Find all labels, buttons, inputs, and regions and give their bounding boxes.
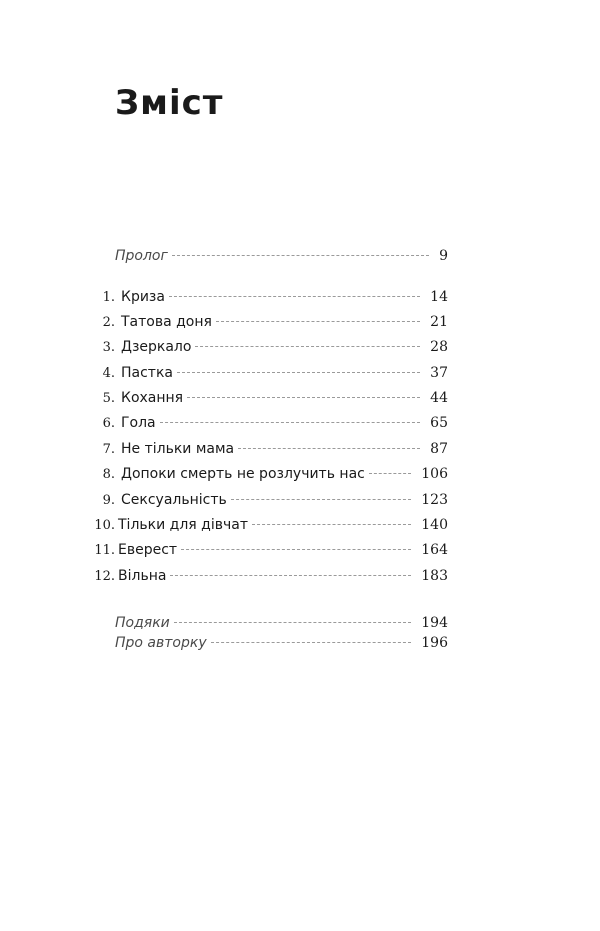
toc-label: Вільна [118,568,167,584]
toc-number: 8. [102,467,115,482]
dot-leader [195,346,420,347]
toc-page-number: 164 [421,542,448,558]
toc-page-number: 140 [421,517,448,533]
dot-leader [211,642,412,643]
toc-entry[interactable] [86,438,448,460]
toc-page-number: 44 [430,390,448,406]
toc-entry[interactable] [86,286,448,308]
toc-entry[interactable] [86,539,448,561]
toc-label: Еверест [118,542,178,558]
toc-entry[interactable] [86,463,448,485]
toc-page-number: 28 [430,339,448,355]
toc-entry[interactable] [86,336,448,358]
toc-number: 6. [102,416,115,431]
toc-label: Подяки [115,615,170,631]
toc-page-number: 65 [430,415,448,431]
dot-leader [160,422,421,423]
toc-number: 9. [102,493,115,508]
toc-page-number: 183 [421,568,448,584]
toc-entry[interactable] [86,311,448,333]
toc-entry-prologue[interactable] [86,245,448,267]
dot-leader [187,397,420,398]
toc-label: Не тільки мама [121,441,235,457]
dot-leader [181,549,411,550]
toc-number: 10. [94,518,115,533]
toc-label: Криза [121,289,165,305]
dot-leader [216,321,420,322]
toc-label: Тільки для дівчат [118,517,248,533]
toc-number: 11. [94,543,115,558]
toc-page-number: 14 [430,289,448,305]
toc-label: Дзеркало [121,339,192,355]
toc-label: Пролог [115,248,168,264]
toc-page-number: 37 [430,365,448,381]
toc-page-number: 87 [430,441,448,457]
toc-page-number: 9 [439,248,448,264]
dot-leader [231,499,412,500]
toc-number: 5. [102,391,115,406]
dot-leader [369,473,411,474]
toc-entry[interactable] [86,565,448,587]
toc-entry[interactable] [86,514,448,536]
toc-page-number: 123 [421,492,448,508]
toc-entry[interactable] [86,412,448,434]
toc-number: 1. [102,290,115,305]
toc-label: Допоки смерть не розлучить нас [121,466,365,482]
toc-page-number: 21 [430,314,448,330]
toc-entry[interactable] [86,362,448,384]
dot-leader [174,622,412,623]
toc-label: Пастка [121,365,173,381]
toc-page-number: 194 [421,615,448,631]
toc-number: 4. [102,366,115,381]
toc-label: Гола [121,415,156,431]
toc-entry[interactable] [86,489,448,511]
dot-leader [238,448,420,449]
toc-number: 7. [102,442,115,457]
toc-label: Сексуальність [121,492,227,508]
dot-leader [169,296,420,297]
dot-leader [177,372,420,373]
toc-label: Татова доня [121,314,212,330]
toc-entry-acknowledgements[interactable] [86,612,448,634]
page-title: Зміст [115,83,224,123]
toc-entry[interactable] [86,387,448,409]
toc-page-number: 106 [421,466,448,482]
toc-entry-about-author[interactable] [86,632,448,654]
dot-leader [170,575,411,576]
dot-leader [252,524,411,525]
dot-leader [172,255,429,256]
toc-label: Кохання [121,390,184,406]
toc-label: Про авторку [115,635,207,651]
toc-number: 3. [102,340,115,355]
toc-number: 2. [102,315,115,330]
toc-number: 12. [94,569,115,584]
toc-page-number: 196 [421,635,448,651]
